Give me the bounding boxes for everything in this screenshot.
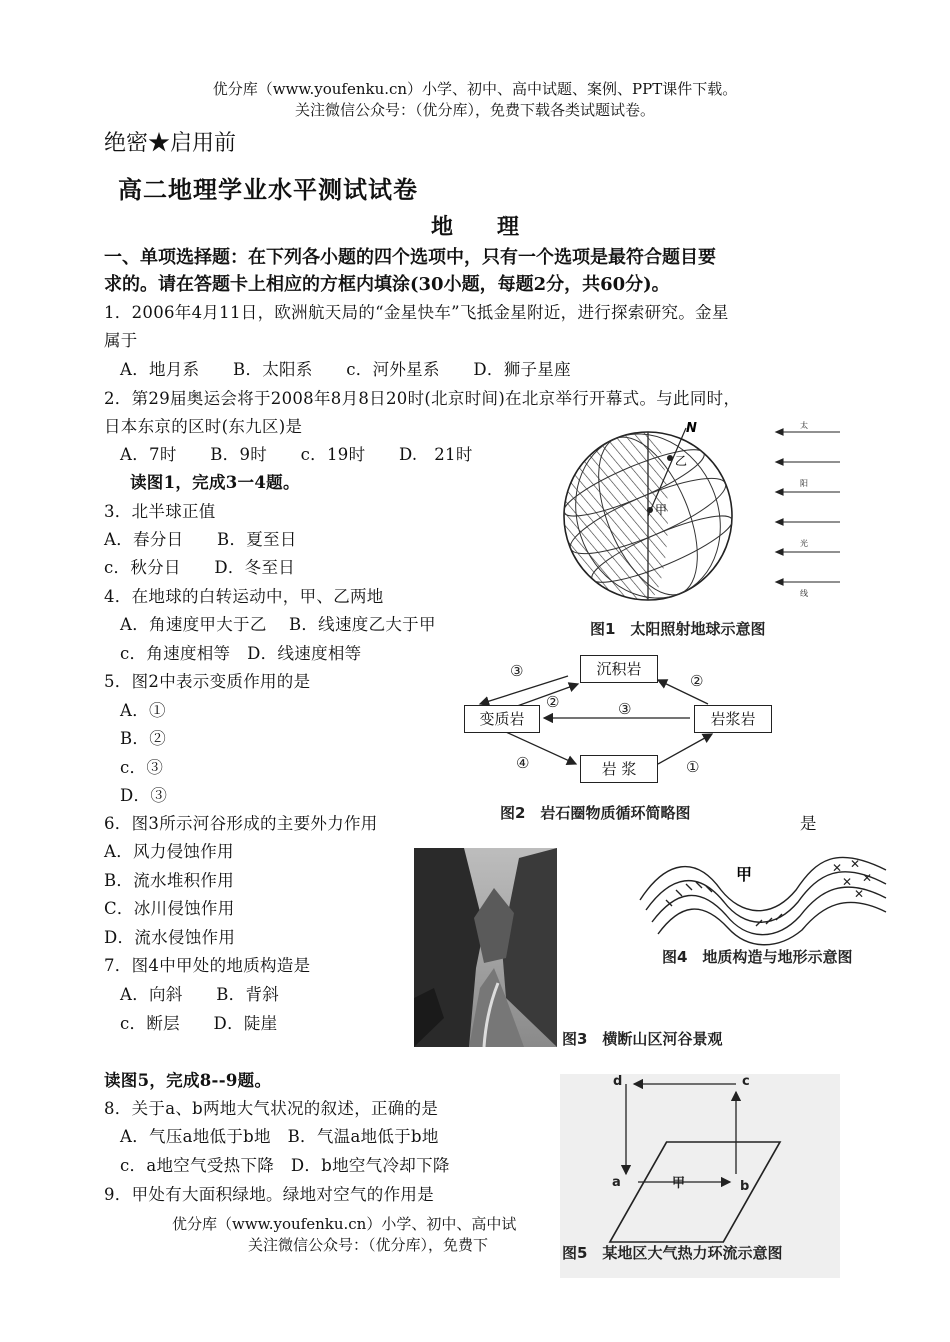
label-c: c — [742, 1074, 750, 1089]
q3-options-cd: c．秋分日 D．冬至日 — [104, 558, 296, 577]
sun-char-2: 阳 — [800, 479, 808, 488]
q5: 5．图2中表示变质作用的是 — [104, 672, 311, 691]
q8-options-cd: c．a地空气受热下降 D．b地空气冷却下降 — [120, 1156, 450, 1175]
box-sedimentary: 沉积岩 — [580, 655, 658, 683]
q7-options-cd: c．断层 D．陡崖 — [120, 1014, 278, 1033]
jia-label: 甲 — [655, 503, 668, 517]
svg-text:✕: ✕ — [842, 875, 853, 889]
q8-options-ab: A．气压a地低于b地 B．气温a地低于b地 — [120, 1127, 439, 1146]
label-b: b — [740, 1179, 750, 1194]
label-1: ① — [686, 758, 700, 776]
footer-line-1: 优分库（www.youfenku.cn）小学、初中、高中试 — [172, 1215, 517, 1233]
q5-option-d: D．③ — [120, 786, 168, 805]
q1-options: A．地月系 B．太阳系 c．河外星系 D．狮子星座 — [120, 360, 571, 379]
svg-text:✕: ✕ — [832, 861, 843, 875]
figure-3-photo — [414, 848, 557, 1047]
valley-illustration — [414, 848, 557, 1047]
q5-option-c: c．③ — [120, 758, 164, 777]
exam-title: 高二地理学业水平测试试卷 — [118, 175, 418, 204]
svg-text:✕: ✕ — [850, 857, 861, 871]
figure-3-caption: 图3 横断山区河谷景观 — [562, 1030, 723, 1048]
q4-options-cd: c．角速度相等 D．线速度相等 — [120, 644, 362, 663]
label-4: ④ — [516, 754, 530, 772]
north-label: N — [686, 421, 697, 436]
box-magma: 岩 浆 — [580, 755, 658, 783]
read-fig1: 读图1，完成3一4题。 — [130, 473, 300, 492]
footer-line-2: 关注微信公众号：（优分库），免费下 — [248, 1236, 489, 1254]
sun-char-4: 线 — [800, 589, 808, 598]
q6-tail: 是 — [800, 814, 817, 833]
section-1-line-1: 一、单项选择题：在下列各小题的四个选项中，只有一个选项是最符合题目要 — [104, 247, 716, 268]
header-line-2: 关注微信公众号：（优分库），免费下载各类试题试卷。 — [294, 101, 655, 119]
q6: 6．图3所示河谷形成的主要外力作用 — [104, 814, 378, 833]
label-d: d — [613, 1074, 623, 1089]
subject-title: 地 理 — [430, 214, 519, 240]
figure-1-drawing — [558, 418, 848, 644]
figure-2-caption: 图2 岩石圈物质循环简略图 — [500, 804, 691, 822]
svg-text:✕: ✕ — [862, 871, 873, 885]
read-fig5: 读图5，完成8--9题。 — [104, 1071, 272, 1090]
figure-4 — [636, 840, 888, 970]
header-line-1: 优分库（www.youfenku.cn）小学、初中、高中试题、案例、PPT课件下载。 — [212, 80, 738, 98]
point-jia — [647, 507, 653, 513]
q3-options-ab: A．春分日 B．夏至日 — [104, 530, 297, 549]
secret-label: 绝密★启用前 — [104, 131, 237, 156]
q8: 8．关于a、b两地大气状况的叙述，正确的是 — [104, 1099, 439, 1118]
q6-option-c: C．冰川侵蚀作用 — [104, 899, 235, 918]
label-3-top: ③ — [510, 662, 524, 680]
q2-options: A．7时 B．9时 c．19时 D. 21时 — [120, 445, 473, 464]
q4-options-ab: A．角速度甲大于乙 B．线速度乙大于甲 — [120, 615, 436, 634]
label-2-right: ② — [690, 672, 704, 690]
q6-option-d: D．流水侵蚀作用 — [104, 928, 236, 947]
point-yi — [667, 455, 673, 461]
label-2-left: ② — [546, 693, 560, 711]
jia-label: 甲 — [736, 865, 753, 884]
q7-options-ab: A．向斜 B．背斜 — [120, 985, 280, 1004]
q9: 9．甲处有大面积绿地。绿地对空气的作用是 — [104, 1185, 434, 1204]
sun-char-3: 光 — [800, 539, 808, 548]
box-metamorphic: 变质岩 — [464, 705, 540, 733]
yi-label: 乙 — [675, 454, 688, 468]
box-igneous: 岩浆岩 — [694, 705, 772, 733]
label-jia: 甲 — [672, 1176, 686, 1191]
ground-plane — [610, 1142, 780, 1242]
sun-rays — [776, 429, 840, 585]
q6-option-a: A．风力侵蚀作用 — [104, 842, 234, 861]
figure-2 — [458, 652, 793, 824]
q1-line-2: 属于 — [104, 331, 138, 350]
q7: 7．图4中甲处的地质构造是 — [104, 956, 311, 975]
q5-option-a: A．① — [120, 701, 166, 720]
svg-text:✕: ✕ — [854, 887, 865, 901]
q6-option-b: B．流水堆积作用 — [104, 871, 235, 890]
q2-line-2: 日本东京的区时(东九区)是 — [104, 417, 303, 436]
figure-4-drawing — [636, 840, 888, 950]
figure-1 — [558, 418, 848, 644]
figure-5-drawing — [560, 1074, 840, 1254]
q1-line-1: 1．2006年4月11日，欧洲航天局的“金星快车”飞抵金星附近，进行探索研究。金星 — [104, 303, 729, 322]
label-3-middle: ③ — [618, 700, 632, 718]
label-a: a — [612, 1175, 621, 1190]
q4: 4．在地球的白转运动中，甲、乙两地 — [104, 587, 384, 606]
q5-option-b: B．② — [120, 729, 167, 748]
figure-4-caption: 图4 地质构造与地形示意图 — [662, 948, 853, 966]
figure-1-caption: 图1 太阳照射地球示意图 — [590, 620, 766, 638]
q3: 3．北半球正值 — [104, 502, 216, 521]
sun-char-1: 太 — [800, 421, 808, 430]
figure-5-caption: 图5 某地区大气热力环流示意图 — [562, 1244, 783, 1262]
section-1-line-2: 求的。请在答题卡上相应的方框内填涂(30小题，每题2分，共60分)。 — [104, 274, 670, 295]
q2-line-1: 2．第29届奥运会将于2008年8月8日20时(北京时间)在北京举行开幕式。与此同时， — [104, 389, 741, 408]
figure-5 — [560, 1074, 840, 1278]
